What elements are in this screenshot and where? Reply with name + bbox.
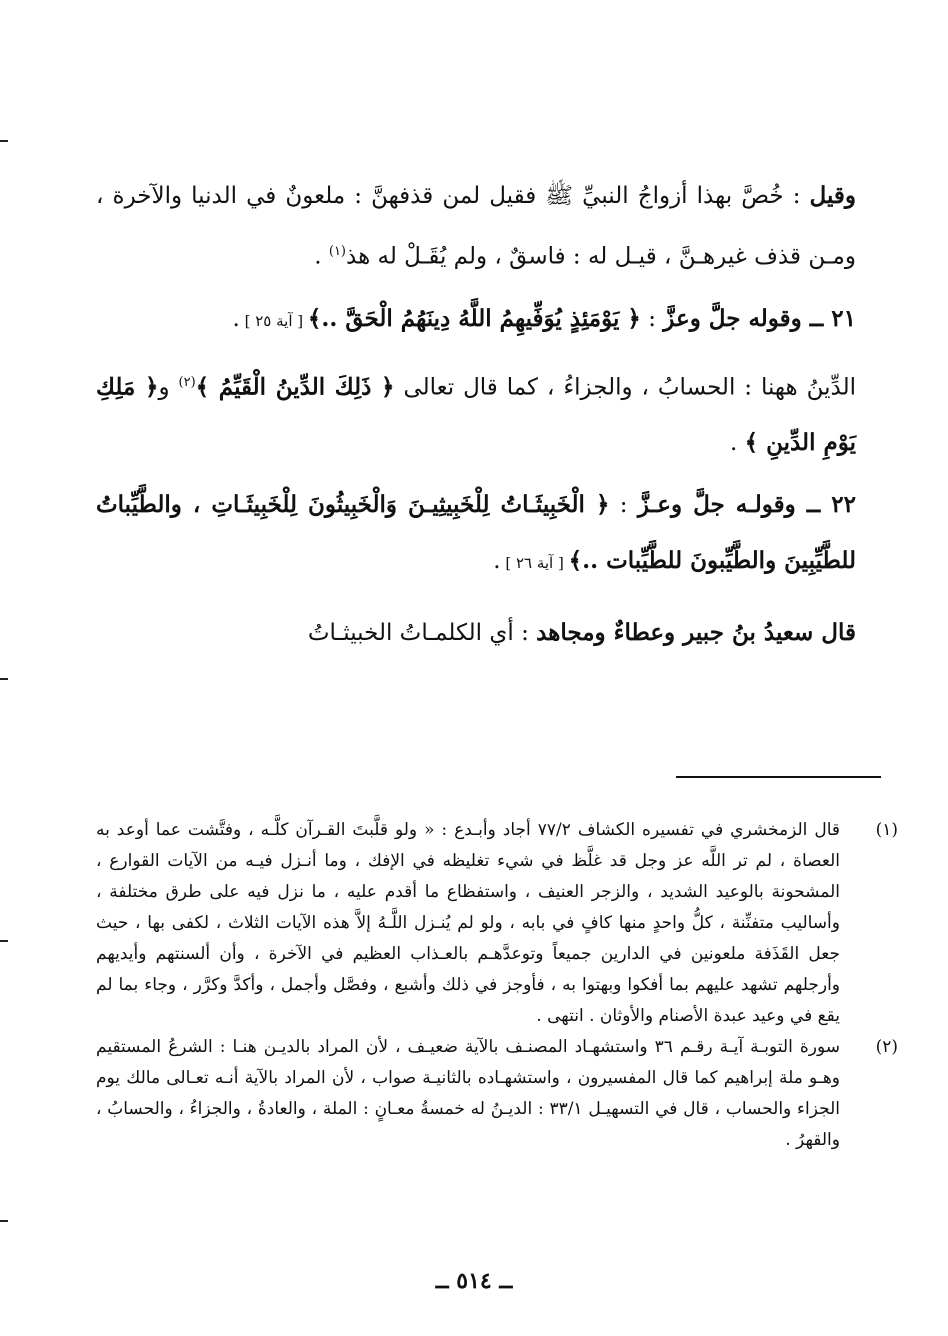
scan-edge-mark	[0, 678, 8, 680]
quran-quote: ﴿ الْخَبِيثَـاتُ لِلْخَبِيثِيـنَ وَالْخَبِيثُونَ لِلْخَبِيثَـاتِ ، والطَّيِّباتُ للطَّيِّبِينَ والطَّيِّبونَ للطَّيِّبات ..﴾	[96, 491, 856, 575]
footnote-2	[96, 1032, 898, 1156]
paragraph-end: .	[314, 243, 329, 270]
paragraph-lead: وقيل	[809, 182, 856, 209]
quran-quote: ﴿ ذَلِكَ الدِّينُ الْقَيِّمُ ﴾	[195, 373, 395, 401]
verse-end: .	[232, 305, 240, 332]
connector-text: و	[158, 374, 179, 401]
footnote-text: سورة التوبـة آيـة رقـم ٣٦ واستشهـاد المصنـف بالآية ضعيـف ، لأن المراد بالديـن هنـا : الشرعُ المستقيم وهـو ملة إبراهيم كما قال المفسيرون ، واستشهـاده بالثانيـة صواب ، لأن المراد بالآية أنـه تعـالى مالك يوم الجزاء والحساب ، قال في التسهيـل ٣٣/١ : الديـنُ له خمسةُ معـانٍ : الملة ، والعادةُ ، والجزاءُ ، والحسابُ ، والقهرُ .	[96, 1037, 840, 1150]
verse-number: ٢١ ــ	[801, 304, 856, 332]
footnote-separator	[676, 776, 881, 778]
quran-quote: ﴿ يَوْمَئِذٍ يُوَفِّيهِمُ اللَّهُ دِينَهُمُ الْحَقَّ ..﴾	[307, 304, 641, 332]
paragraph-text: : خُصَّ بهذا أزواجُ النبيِّ ﷺ فقيل لمن قذفهنَّ : ملعونٌ في الدنيا والآخرة ، ومـن قذف غيرهـنَّ ، قيـل له : فاسقٌ ، ولم يُقَـلْ له هذ	[96, 183, 856, 270]
scan-edge-mark	[0, 140, 8, 142]
footnotes	[96, 815, 898, 1156]
footnote-ref: (٢)	[178, 374, 196, 390]
paragraph-lead: قال سعيدُ بنُ جبير وعطاءٌ ومجاهد	[536, 619, 856, 647]
scan-edge-mark	[0, 1220, 8, 1222]
verse-number: ٢٢ ــ	[795, 491, 856, 519]
scan-edge-mark	[0, 940, 8, 942]
paragraph-religion-meaning	[96, 355, 856, 472]
quran-quote: ﴿ مَلِكِ يَوْمِ الدِّينِ ﴾	[96, 373, 856, 457]
footnote-marker: (١)	[875, 820, 898, 840]
footnote-marker: (٢)	[875, 1037, 898, 1057]
verse-lead: وقولـه جلَّ وعـزَّ	[637, 491, 796, 519]
verse-colon: :	[640, 305, 664, 332]
paragraph-text: : أي الكلمـاتُ الخبيثـاتُ	[307, 620, 537, 647]
page-number: ــ ٥١٤ ــ	[435, 1268, 513, 1294]
ayah-reference: [ آية ٢٥ ]	[239, 311, 308, 330]
verse-22	[96, 477, 856, 591]
verse-lead: وقوله جلَّ وعزَّ	[663, 304, 802, 332]
verse-colon: :	[609, 492, 638, 519]
ayah-reference: [ آية ٢٦ ]	[500, 554, 569, 573]
paragraph-end: .	[729, 430, 745, 457]
paragraph-text: الدِّينُ ههنا : الحسابُ ، والجزاءُ ، كما قال تعالى	[394, 374, 856, 401]
footnote-text: قال الزمخشري في تفسيره الكشاف ٧٧/٢ أجاد وأبـدع : « ولو قلَّبتَ القـرآن كلَّـه ، وفتَّشت عما أوعد به العصاة ، لم تر اللَّه عز وجل قد غلَّظ في شيء تغليظه في الإفك ، وما أنـزل فيـه من الآيات القوارع ، المشحونة بالوعيد الشديد ، والزجر العنيف ، واستفظاع ما أقدم عليه ، ما نزل فيه على طرق مختلفة ، وأساليب متفنِّنة ، كلُّ واحدٍ منها كافٍ في بابه ، ولو لم يُنـزل اللَّـهُ إلاَّ هذه الآيات الثلاث ، لكفى بها ، حيث جعل القَذَفة ملعونين في الدارين جميعاً وتوعدَّهـم بالعـذاب العظيم في الآخرة ، وأن ألسنتهم وأيديهم وأرجلهم تشهد عليهم بما أفكوا وبهتوا به ، فأوجز في ذلك وأشبع ، وفصَّل وأجمل ، وأكدَّ وكرَّر ، وجاء بما لم يقع في وعيد عبدة الأصنام والأوثان . انتهى .	[96, 820, 841, 1026]
verse-21	[96, 291, 856, 349]
verse-end: .	[493, 548, 501, 575]
main-text	[96, 168, 856, 661]
paragraph-opinion	[96, 168, 856, 285]
footnote-ref: (١)	[328, 244, 346, 259]
footnote-1	[96, 815, 898, 1032]
paragraph-said	[96, 605, 856, 661]
